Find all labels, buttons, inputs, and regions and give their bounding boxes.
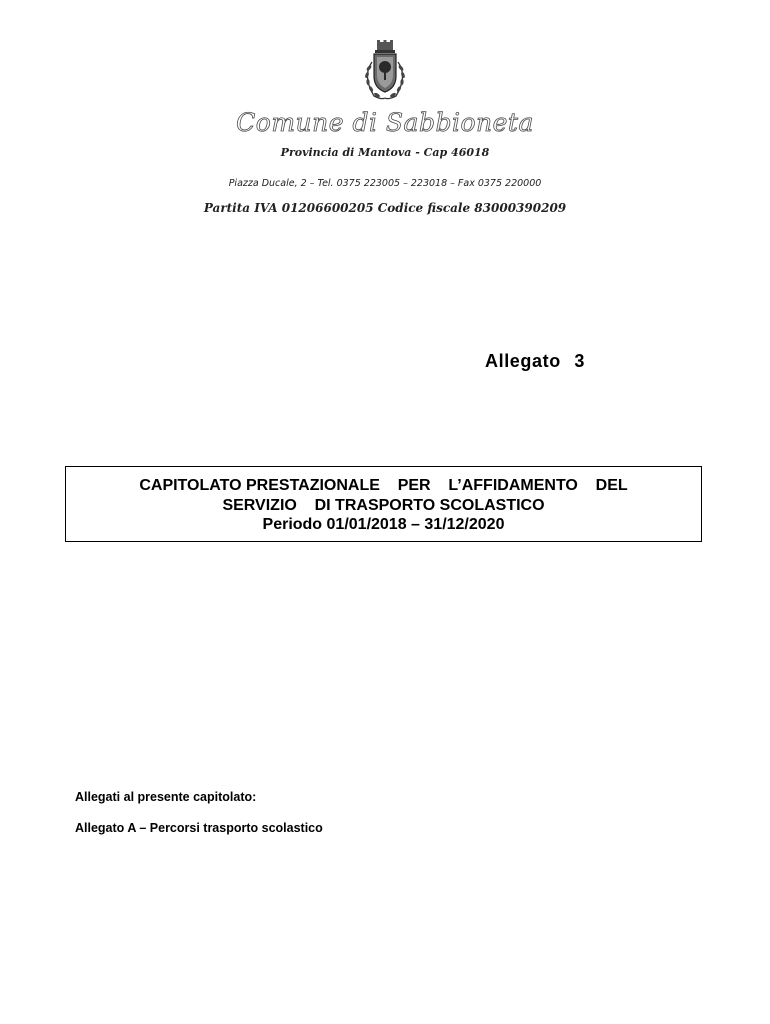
- coat-of-arms-icon: [350, 40, 420, 104]
- tax-codes: Partita IVA 01206600205 Codice fiscale 83000390209: [203, 201, 567, 215]
- attachments-heading: Allegati al presente capitolato:: [75, 790, 257, 804]
- title-line-1: CAPITOLATO PRESTAZIONALE PER L’AFFIDAMENTO DEL: [139, 477, 628, 494]
- attachment-list-item: Allegato A – Percorsi trasporto scolastico: [75, 821, 323, 835]
- document-title-box: [65, 466, 702, 542]
- municipality-name: Comune di Sabbioneta: [236, 108, 534, 137]
- address-contacts: Piazza Ducale, 2 – Tel. 0375 223005 – 223018 – Fax 0375 220000: [228, 178, 542, 189]
- attachment-number: Allegato 3: [485, 351, 586, 371]
- title-period: Periodo 01/01/2018 – 31/12/2020: [262, 516, 505, 533]
- title-line-2: SERVIZIO DI TRASPORTO SCOLASTICO: [222, 497, 545, 514]
- province-postal-code: Provincia di Mantova - Cap 46018: [280, 146, 490, 159]
